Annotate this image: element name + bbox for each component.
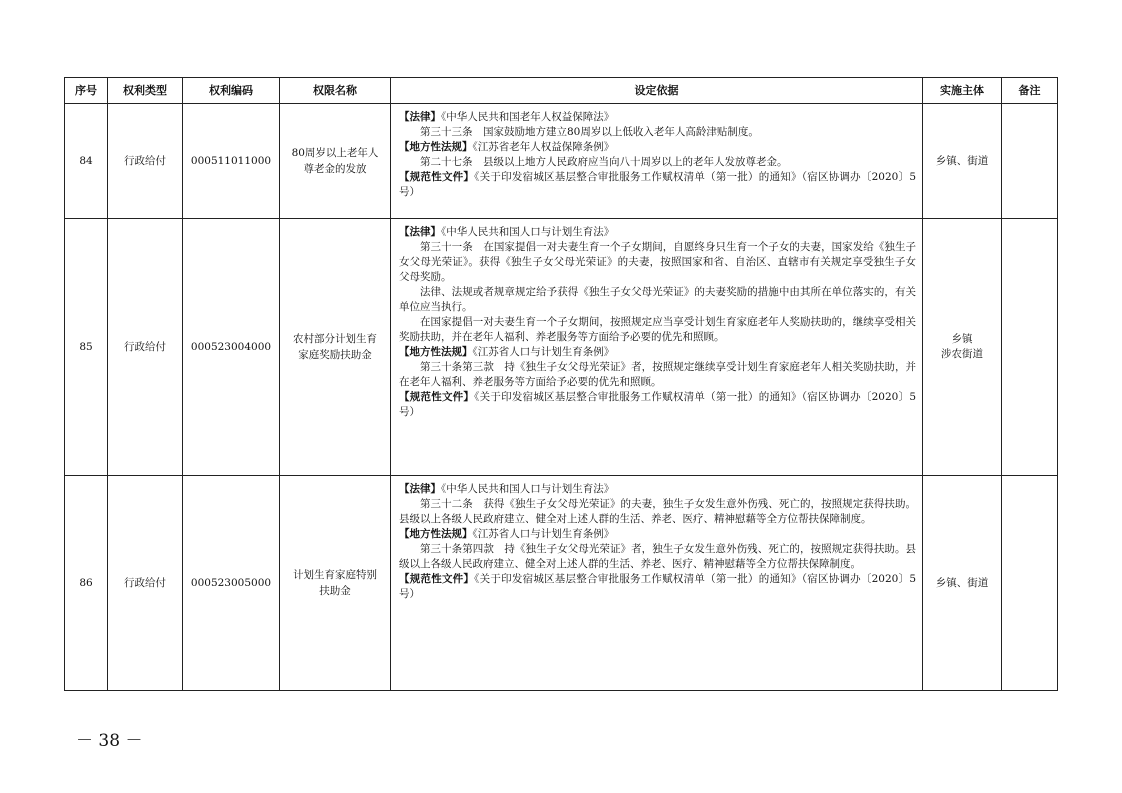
cell-no: 84 xyxy=(65,104,108,219)
page xyxy=(64,77,1057,691)
cell-subject: 乡镇、街道 xyxy=(923,476,1002,691)
basis-title: 《中华人民共和国人口与计划生育法》 xyxy=(441,226,615,238)
cell-remark xyxy=(1002,219,1058,476)
cell-code: 000511011000 xyxy=(183,104,280,219)
basis-title: 《关于印发宿城区基层整合审批服务工作赋权清单（第一批）的通知》（宿区协调办〔2020〕5号） xyxy=(399,391,916,418)
basis-tag: 【法律】 xyxy=(399,483,441,495)
cell-remark xyxy=(1002,104,1058,219)
cell-name: 计划生育家庭特别扶助金 xyxy=(280,476,391,691)
basis-heading xyxy=(399,140,916,155)
basis-clause: 第二十七条 县级以上地方人民政府应当向八十周岁以上的老年人发放尊老金。 xyxy=(420,156,788,168)
cell-no: 86 xyxy=(65,476,108,691)
cell-name: 农村部分计划生育家庭奖励扶助金 xyxy=(280,219,391,476)
cell-no: 85 xyxy=(65,219,108,476)
cell-basis xyxy=(391,104,923,219)
basis-title: 《中华人民共和国老年人权益保障法》 xyxy=(441,111,615,123)
basis-heading xyxy=(399,482,916,497)
basis-title: 《中华人民共和国人口与计划生育法》 xyxy=(441,483,615,495)
cell-type: 行政给付 xyxy=(108,104,183,219)
basis-heading xyxy=(399,390,916,420)
basis-tag: 【地方性法规】 xyxy=(399,141,473,153)
header-subject: 实施主体 xyxy=(923,78,1002,104)
cell-basis xyxy=(391,476,923,691)
header-no: 序号 xyxy=(65,78,108,104)
basis-clause: 第三十三条 国家鼓励地方建立80周岁以上低收入老年人高龄津贴制度。 xyxy=(420,126,759,138)
header-type: 权利类型 xyxy=(108,78,183,104)
cell-name: 80周岁以上老年人尊老金的发放 xyxy=(280,104,391,219)
cell-remark xyxy=(1002,476,1058,691)
page-number: － 38 － xyxy=(76,731,143,751)
basis-title: 《江苏省人口与计划生育条例》 xyxy=(472,528,615,540)
basis-tag: 【规范性文件】 xyxy=(399,573,475,585)
table-header-row xyxy=(65,78,1058,104)
cell-basis xyxy=(391,219,923,476)
cell-subject: 乡镇、街道 xyxy=(923,104,1002,219)
table-row xyxy=(65,219,1058,476)
basis-clause: 第三十条第三款 持《独生子女父母光荣证》者，按照规定继续享受计划生育家庭老年人相关奖励扶助，并在老年人福利、养老服务等方面给予必要的优先和照顾。 xyxy=(399,361,916,388)
basis-title: 《江苏省人口与计划生育条例》 xyxy=(472,346,615,358)
basis-heading xyxy=(399,572,916,602)
basis-heading xyxy=(399,110,916,125)
basis-tag: 【地方性法规】 xyxy=(399,528,473,540)
basis-clause: 在国家提倡一对夫妻生育一个子女期间，按照规定应当享受计划生育家庭老年人奖励扶助的，继续享受相关奖励扶助，并在老年人福利、养老服务等方面给予必要的优先和照顾。 xyxy=(399,316,916,343)
header-basis: 设定依据 xyxy=(391,78,923,104)
basis-clause: 第三十二条 获得《独生子女父母光荣证》的夫妻，独生子女发生意外伤残、死亡的，按照规定获得扶助。县级以上各级人民政府建立、健全对上述人群的生活、养老、医疗、精神慰藉等全方位帮扶保障制度。 xyxy=(399,498,916,525)
cell-subject: 乡镇 涉农街道 xyxy=(923,219,1002,476)
rights-table xyxy=(64,77,1058,691)
basis-tag: 【地方性法规】 xyxy=(399,346,473,358)
cell-code: 000523004000 xyxy=(183,219,280,476)
basis-clause: 法律、法规或者规章规定给予获得《独生子女父母光荣证》的夫妻奖励的措施中由其所在单位落实的，有关单位应当执行。 xyxy=(399,286,916,313)
basis-title: 《江苏省老年人权益保障条例》 xyxy=(472,141,615,153)
basis-clause: 第三十条第四款 持《独生子女父母光荣证》者，独生子女发生意外伤残、死亡的，按照规定获得扶助。县级以上各级人民政府建立、健全对上述人群的生活、养老、医疗、精神慰藉等全方位帮扶保障制度。 xyxy=(399,543,916,570)
table-row xyxy=(65,104,1058,219)
basis-tag: 【规范性文件】 xyxy=(399,171,475,183)
header-name: 权限名称 xyxy=(280,78,391,104)
basis-heading xyxy=(399,527,916,542)
basis-title: 《关于印发宿城区基层整合审批服务工作赋权清单（第一批）的通知》（宿区协调办〔2020〕5号） xyxy=(399,171,916,198)
header-code: 权利编码 xyxy=(183,78,280,104)
header-remark: 备注 xyxy=(1002,78,1058,104)
cell-type: 行政给付 xyxy=(108,476,183,691)
cell-code: 000523005000 xyxy=(183,476,280,691)
basis-heading xyxy=(399,345,916,360)
table-row xyxy=(65,476,1058,691)
basis-clause: 第三十一条 在国家提倡一对夫妻生育一个子女期间，自愿终身只生育一个子女的夫妻，国家发给《独生子女父母光荣证》。获得《独生子女父母光荣证》的夫妻，按照国家和省、自治区、直辖市有关规定享受独生子女父母奖励。 xyxy=(399,241,916,283)
basis-heading xyxy=(399,170,916,200)
basis-tag: 【法律】 xyxy=(399,111,441,123)
basis-tag: 【法律】 xyxy=(399,226,441,238)
basis-heading xyxy=(399,225,916,240)
cell-type: 行政给付 xyxy=(108,219,183,476)
basis-tag: 【规范性文件】 xyxy=(399,391,475,403)
basis-title: 《关于印发宿城区基层整合审批服务工作赋权清单（第一批）的通知》（宿区协调办〔2020〕5号） xyxy=(399,573,916,600)
